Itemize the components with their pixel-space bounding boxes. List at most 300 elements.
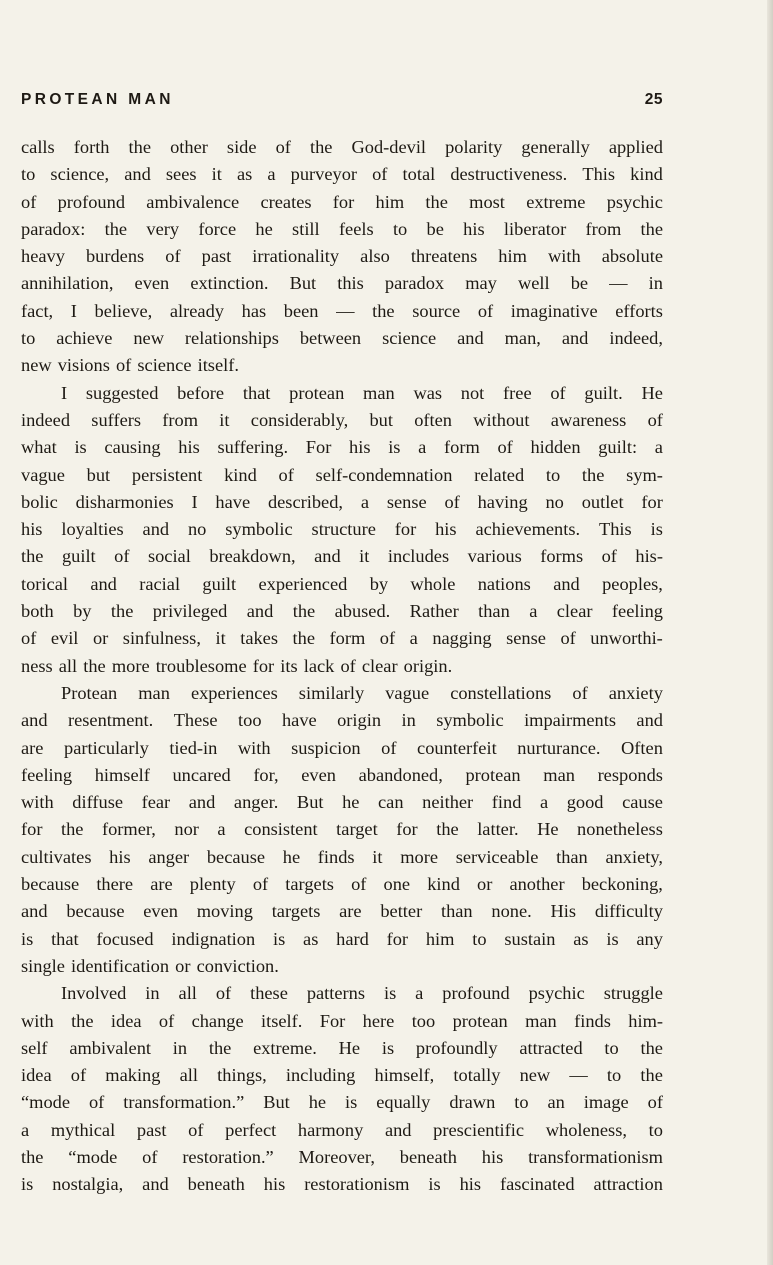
word: threatens — [410, 246, 478, 267]
word: and — [90, 573, 117, 594]
word: believe, — [94, 300, 153, 321]
word: extreme. — [253, 1037, 317, 1058]
word: But — [263, 1092, 290, 1113]
word: causing — [104, 437, 161, 458]
text-line — [21, 598, 663, 625]
word: of — [278, 464, 294, 485]
word: often — [414, 409, 453, 430]
word: anger — [148, 846, 190, 867]
word: him- — [628, 1010, 663, 1031]
text-line — [21, 270, 663, 297]
word: with — [21, 1010, 54, 1031]
word: awareness — [550, 409, 627, 430]
word: is — [21, 1174, 34, 1195]
word: This — [599, 519, 632, 540]
word: between — [299, 328, 362, 349]
word: to — [21, 164, 36, 185]
word: impairments — [524, 710, 616, 731]
word: of — [601, 546, 617, 567]
word: can — [378, 792, 404, 813]
word: profoundly — [415, 1037, 498, 1058]
word: evil — [50, 628, 79, 649]
word: torical — [21, 573, 68, 594]
word: by — [73, 601, 92, 622]
word: and — [142, 519, 170, 540]
word: kind — [427, 874, 460, 895]
word: related — [474, 464, 525, 485]
word: have — [215, 491, 251, 512]
word: and — [636, 710, 663, 731]
word: nations — [477, 573, 531, 594]
page-number: 25 — [644, 91, 663, 108]
word: profound — [442, 983, 510, 1004]
word: there — [96, 874, 134, 895]
word: image — [583, 1092, 629, 1113]
word: consistent — [244, 819, 318, 840]
word: indignation — [171, 928, 256, 949]
text-line — [21, 571, 663, 598]
word: it — [211, 164, 222, 185]
word: of — [497, 437, 513, 458]
word: anger. — [233, 792, 279, 813]
word: sense — [506, 628, 546, 649]
word: of — [372, 164, 388, 185]
word: too — [411, 1010, 436, 1031]
text-line — [21, 543, 663, 570]
text-line — [21, 298, 663, 325]
word: Moreover, — [298, 1146, 375, 1167]
word: is — [272, 928, 286, 949]
word: it — [372, 846, 383, 867]
word: idea — [110, 1010, 142, 1031]
word: total — [402, 164, 436, 185]
word: he — [282, 846, 301, 867]
word: calls — [21, 137, 55, 157]
word: outlet — [581, 491, 624, 512]
text-line — [21, 625, 663, 652]
word: transformationism — [528, 1146, 663, 1167]
word: of — [165, 246, 181, 267]
word: a — [217, 819, 226, 840]
word: feeling — [611, 601, 663, 622]
word: finds — [317, 846, 355, 867]
word: force — [198, 218, 237, 239]
word: to — [392, 218, 408, 239]
word: has — [241, 300, 267, 321]
word: clear — [556, 601, 593, 622]
word: latter. — [477, 819, 519, 840]
text-line: new visions of science itself. — [21, 355, 239, 376]
word: is — [650, 519, 663, 540]
word: having — [477, 491, 528, 512]
word: the — [372, 300, 395, 321]
text-line — [21, 1089, 663, 1116]
word: this — [337, 273, 364, 294]
word: sees — [165, 164, 197, 185]
word: forth — [73, 137, 110, 157]
word: a — [418, 437, 427, 458]
word: a — [539, 792, 549, 813]
word: But — [289, 273, 317, 294]
word: patterns — [306, 983, 366, 1004]
word: the — [104, 218, 128, 239]
word: includes — [387, 546, 450, 567]
word: to — [648, 1119, 663, 1140]
word: profound — [57, 191, 126, 212]
word: I — [191, 491, 198, 512]
word: man, — [504, 328, 541, 349]
word: man — [363, 382, 395, 403]
word: hidden — [530, 437, 581, 458]
word: beneath — [187, 1174, 245, 1195]
word: too — [238, 710, 262, 731]
word: of — [560, 628, 576, 649]
word: fear — [141, 792, 171, 813]
word: a — [654, 437, 663, 458]
word: and — [314, 546, 341, 567]
word: origin — [337, 710, 382, 731]
word: responds — [597, 764, 663, 785]
word: of — [215, 983, 232, 1004]
word: good — [566, 792, 604, 813]
word: similarly — [298, 682, 365, 703]
word: free — [503, 382, 532, 403]
word: of — [114, 546, 130, 567]
word: For — [319, 1010, 346, 1031]
word: past — [136, 1119, 167, 1140]
word: protean — [289, 382, 345, 403]
word: breakdown, — [209, 546, 296, 567]
word: is — [383, 983, 397, 1004]
paragraph — [21, 980, 663, 1198]
word: than — [440, 901, 473, 922]
word: because — [66, 901, 125, 922]
word: the — [60, 819, 84, 840]
word: even — [134, 273, 170, 294]
word: of — [88, 1092, 105, 1113]
word: are — [339, 901, 362, 922]
word: experienced — [258, 573, 348, 594]
word: disharmonies — [75, 491, 174, 512]
text-line: single identification or conviction. — [21, 955, 279, 976]
word: as — [303, 928, 319, 949]
word: without — [473, 409, 530, 430]
paragraph — [21, 680, 663, 980]
word: I — [70, 300, 77, 321]
word: another — [509, 874, 565, 895]
word: for — [386, 928, 409, 949]
text-line — [21, 926, 663, 953]
running-head-title: PROTEAN MAN — [21, 91, 174, 108]
word: nonetheless — [577, 819, 663, 840]
word: find — [491, 792, 522, 813]
word: are — [150, 874, 173, 895]
word: himself, — [374, 1065, 435, 1086]
word: he — [308, 1092, 327, 1113]
word: or — [477, 874, 493, 895]
word: his — [463, 218, 485, 239]
word: suffering. — [217, 437, 289, 458]
text-line — [21, 489, 663, 516]
word: and — [246, 601, 274, 622]
word: fact, — [21, 300, 54, 321]
word: — — [336, 300, 355, 321]
text-line — [21, 161, 663, 188]
word: of — [647, 409, 663, 430]
word: a — [415, 983, 424, 1004]
word: ambivalent — [69, 1037, 152, 1058]
word: all — [178, 983, 197, 1004]
word: from — [585, 218, 622, 239]
word: protean — [465, 764, 521, 785]
word: prescientific — [433, 1119, 525, 1140]
word: one — [383, 874, 411, 895]
word: no — [545, 491, 564, 512]
word: already — [169, 300, 224, 321]
word: to — [472, 928, 487, 949]
word: bolic — [21, 491, 58, 512]
word: idea — [21, 1065, 52, 1086]
word: drawn — [449, 1092, 496, 1113]
word: efforts — [615, 300, 663, 321]
word: the — [208, 1037, 232, 1058]
word: to — [21, 328, 36, 349]
text-line — [21, 216, 663, 243]
word: cultivates — [21, 846, 92, 867]
word: focused — [96, 928, 154, 949]
word: it — [219, 409, 230, 430]
word: abandoned, — [358, 764, 443, 785]
word: including — [285, 1065, 356, 1086]
word: his — [349, 437, 371, 458]
word: of — [444, 491, 460, 512]
word: guilt. — [584, 382, 623, 403]
word: nor — [174, 819, 199, 840]
word: man — [543, 764, 575, 785]
word: mythical — [50, 1119, 116, 1140]
word: a — [529, 601, 538, 622]
word: to — [606, 1065, 622, 1086]
word: for, — [253, 764, 279, 785]
word: and — [142, 1174, 169, 1195]
text-line — [21, 516, 663, 543]
word: suspicion — [291, 737, 361, 758]
word: targets — [271, 901, 321, 922]
word: are — [21, 737, 44, 758]
text-line — [21, 816, 663, 843]
word: paradox: — [21, 218, 86, 239]
word: than — [556, 846, 588, 867]
word: these — [250, 983, 288, 1004]
word: former, — [101, 819, 156, 840]
word: totally — [453, 1065, 501, 1086]
word: These — [173, 710, 218, 731]
word: than — [478, 601, 510, 622]
word: well — [517, 273, 550, 294]
word: but — [86, 464, 111, 485]
word: his — [435, 519, 457, 540]
word: in — [145, 983, 160, 1004]
word: a — [267, 164, 276, 185]
word: his — [109, 846, 131, 867]
text-line — [21, 1035, 663, 1062]
word: in — [172, 1037, 188, 1058]
word: feels — [338, 218, 374, 239]
word: symbolic — [436, 710, 504, 731]
word: the — [292, 601, 316, 622]
word: and — [188, 792, 216, 813]
word: him — [498, 246, 527, 267]
word: privileged — [152, 601, 228, 622]
word: the — [71, 1010, 94, 1031]
word: experiences — [190, 682, 278, 703]
word: have — [281, 710, 317, 731]
word: of — [21, 191, 37, 212]
word: he — [342, 792, 360, 813]
word: restoration.” — [182, 1146, 274, 1167]
word: and — [21, 901, 48, 922]
word: for — [21, 819, 43, 840]
word: beckoning, — [581, 874, 663, 895]
word: He — [338, 1037, 361, 1058]
word: Often — [621, 737, 663, 758]
word: symbolic — [225, 519, 293, 540]
text-line — [21, 762, 663, 789]
word: better — [380, 901, 423, 922]
text-line — [21, 789, 663, 816]
word: hard — [336, 928, 369, 949]
word: of — [572, 682, 588, 703]
word: been — [283, 300, 319, 321]
word: His — [550, 901, 577, 922]
word: — — [569, 1065, 588, 1086]
word: a — [360, 491, 369, 512]
word: be — [570, 273, 589, 294]
word: by — [369, 573, 389, 594]
word: burdens — [85, 246, 145, 267]
word: the — [128, 137, 152, 157]
word: kind — [630, 164, 663, 185]
word: and — [457, 328, 484, 349]
word: extreme — [526, 191, 586, 212]
word: because — [206, 846, 266, 867]
text-line — [21, 844, 663, 871]
word: in — [401, 710, 416, 731]
word: perfect — [225, 1119, 277, 1140]
word: peoples, — [602, 573, 663, 594]
word: very — [146, 218, 180, 239]
word: of — [70, 1065, 87, 1086]
word: persistent — [131, 464, 203, 485]
word: racial — [139, 573, 181, 594]
word: for — [394, 519, 417, 540]
body-text — [21, 134, 663, 1199]
text-line — [21, 898, 663, 925]
word: plenty — [189, 874, 236, 895]
text-line — [21, 1008, 663, 1035]
paragraph — [21, 380, 663, 680]
text-line — [21, 407, 663, 434]
text-line: ness all the more troublesome for its lack of clear origin. — [21, 655, 453, 676]
word: with — [237, 737, 271, 758]
word: is — [428, 1174, 441, 1195]
text-line — [21, 707, 663, 734]
word: targets — [285, 874, 334, 895]
word: guilt: — [598, 437, 638, 458]
word: — — [609, 273, 628, 294]
word: extinction. — [190, 273, 269, 294]
word: the — [21, 1146, 44, 1167]
word: serviceable — [455, 846, 539, 867]
word: but — [369, 409, 393, 430]
word: that — [51, 928, 79, 949]
word: of — [252, 874, 269, 895]
page-edge — [767, 0, 773, 1265]
word: achievements. — [475, 519, 581, 540]
word: of — [275, 137, 291, 157]
text-line — [21, 243, 663, 270]
text-line — [21, 980, 663, 1007]
text-line — [21, 434, 663, 461]
word: of — [381, 737, 397, 758]
word: is — [606, 928, 619, 949]
word: psychic — [528, 983, 585, 1004]
word: with — [547, 246, 581, 267]
text-line — [21, 325, 663, 352]
word: He — [641, 382, 663, 403]
word: his — [21, 519, 43, 540]
word: kind — [224, 464, 257, 485]
word: self-condemnation — [315, 464, 453, 485]
word: diffuse — [72, 792, 124, 813]
word: the — [436, 819, 459, 840]
word: science — [382, 328, 437, 349]
word: the — [581, 464, 605, 485]
word: side — [226, 137, 257, 157]
word: be — [426, 218, 444, 239]
text-line — [21, 1117, 663, 1144]
word: struggle — [603, 983, 663, 1004]
word: relationships — [184, 328, 279, 349]
word: the — [292, 628, 315, 649]
word: his- — [635, 546, 663, 567]
word: counterfeit — [417, 737, 497, 758]
word: making — [105, 1065, 161, 1086]
word: liberator — [503, 218, 567, 239]
running-head — [21, 89, 663, 111]
word: whole — [410, 573, 456, 594]
word: as — [573, 928, 589, 949]
word: anxiety, — [605, 846, 663, 867]
word: various — [467, 546, 522, 567]
word: He — [537, 819, 559, 840]
word: a — [21, 1119, 30, 1140]
word: ambivalence — [146, 191, 240, 212]
word: harmony — [297, 1119, 364, 1140]
word: social — [147, 546, 191, 567]
word: before — [177, 382, 225, 403]
word: nurturance. — [517, 737, 601, 758]
word: sustain — [504, 928, 556, 949]
word: suggested — [85, 382, 159, 403]
word: takes — [240, 628, 279, 649]
word: and — [561, 328, 589, 349]
word: sinfulness, — [122, 628, 201, 649]
word: constellations — [450, 682, 552, 703]
word: For — [305, 437, 332, 458]
word: and — [384, 1119, 412, 1140]
word: a — [409, 628, 418, 649]
